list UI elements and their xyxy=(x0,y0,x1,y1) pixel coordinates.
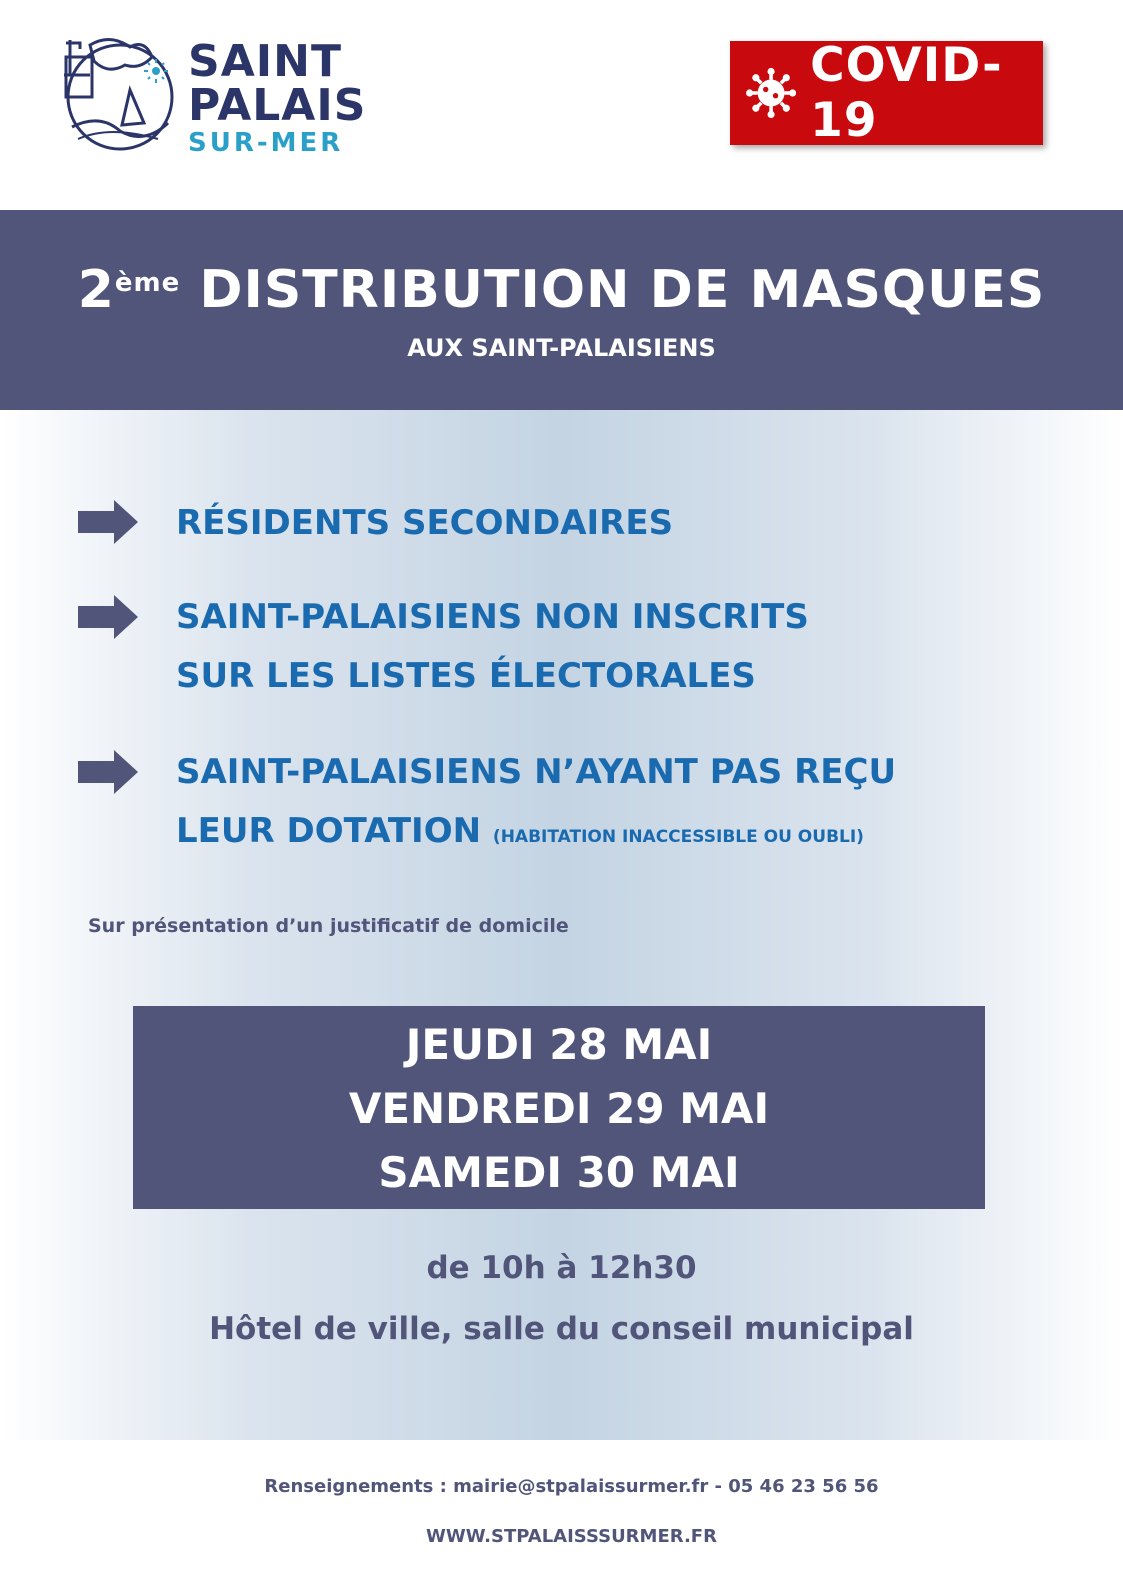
opening-hours: de 10h à 12h30 xyxy=(426,1250,697,1286)
logo-line-sur-mer: SUR-MER xyxy=(188,128,344,158)
requirement-note: Sur présentation d’un justificatif de domicile xyxy=(88,915,569,937)
arrow-right-icon xyxy=(78,750,138,794)
list-item xyxy=(176,743,896,867)
title-ordinal: 2 xyxy=(77,260,115,320)
page-title xyxy=(0,260,1123,320)
date-line: SAMEDI 30 MAI xyxy=(378,1148,740,1197)
date-line: VENDREDI 29 MAI xyxy=(348,1084,770,1133)
title-ordinal-suffix: ème xyxy=(114,268,181,298)
logo-emblem-icon xyxy=(60,35,176,151)
logo-line-palais: PALAIS xyxy=(188,80,367,131)
location: Hôtel de ville, salle du conseil municipal xyxy=(209,1311,914,1347)
logo-wordmark xyxy=(188,36,367,158)
contact-info: Renseignements : mairie@stpalaissurmer.fr - 05 46 23 56 56 xyxy=(264,1476,879,1497)
list-item-line-with-note xyxy=(176,802,896,867)
arrow-right-icon xyxy=(78,595,138,639)
covid-badge xyxy=(730,38,1043,148)
covid-label: COVID-19 xyxy=(810,38,1003,148)
arrow-right-icon xyxy=(78,500,138,544)
list-item xyxy=(176,494,673,553)
saint-palais-logo xyxy=(60,35,367,158)
list-item-line: SAINT-PALAISIENS N’AYANT PAS REÇU xyxy=(176,752,897,792)
list-item-line: LEUR DOTATION xyxy=(176,811,482,851)
virus-icon xyxy=(746,65,796,121)
dates-box xyxy=(133,1006,985,1209)
list-item-line: SAINT-PALAISIENS NON INSCRITS xyxy=(176,597,809,637)
title-banner xyxy=(0,210,1123,410)
list-item-line: RÉSIDENTS SECONDAIRES xyxy=(176,503,674,543)
title-text: DISTRIBUTION DE MASQUES xyxy=(199,260,1046,320)
list-item-line: SUR LES LISTES ÉLECTORALES xyxy=(176,656,756,696)
list-item xyxy=(176,588,809,706)
logo-line-saint: SAINT xyxy=(188,36,342,87)
date-line: JEUDI 28 MAI xyxy=(405,1020,713,1069)
page-subtitle: AUX SAINT-PALAISIENS xyxy=(407,334,716,362)
website-url: WWW.STPALAISSSURMER.FR xyxy=(426,1526,717,1547)
list-item-note: (HABITATION INACCESSIBLE OU OUBLI) xyxy=(492,827,864,847)
